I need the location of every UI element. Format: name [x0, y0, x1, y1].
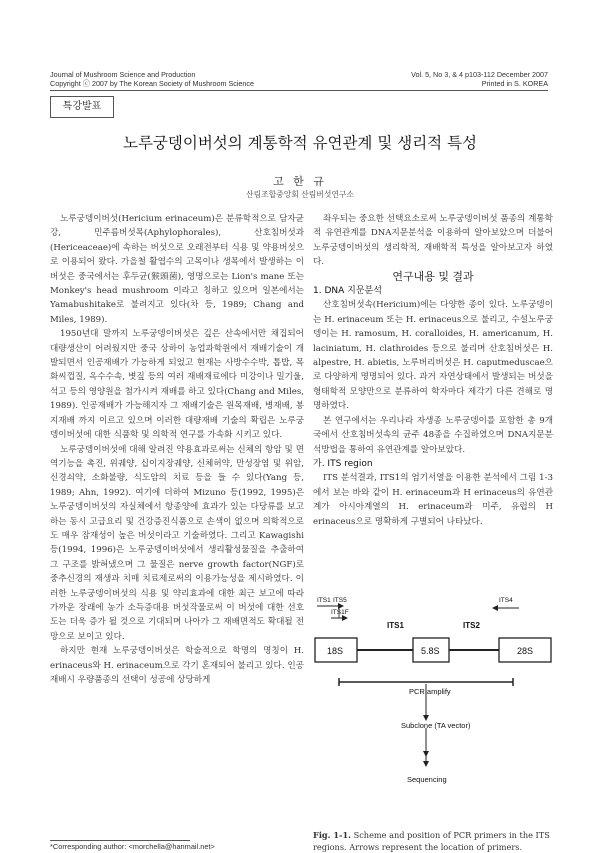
primer-label-its4: ITS4: [499, 597, 513, 604]
its-paragraph: ITS 분석결과, ITS1의 엄기서열을 이용한 분석에서 그림 1-3에서 보는 바와 같이 H. erinaceum과 H erinaceus의 유연관계가 아시아계열의 H. erinaceum과 미주, 유럽의 H erinaceus으로 명확하게 구별되어 나타났다.: [313, 473, 553, 527]
section-badge: 특강발표: [50, 96, 114, 118]
author-affiliation: 산림조합중앙회 산림버섯연구소: [246, 190, 354, 199]
intro-paragraph-2: 1950년대 말까지 노루궁뎅이버섯은 깊은 산속에서만 채집되어 대량생산이 어려웠지만 중국 상하이 농업과학원에서 재배기술이 개발되면서 인공재배가 가능하게 되었고 현재는 사방수수박, 톱밥, 목화씨껍질, 옥수수속, 볏짚 등의 여러 재배재료에다 미강이나 밀기울, 석고 등의 영양원을 첨가시켜 재배를 하고 있다(Chang and Miles, 1989). 인공재배가 가능해지자 그 재배기술은 원목재배, 병재배, 봉지재배 까지 이르고 있으며 이러한 대량재배 기술의 확립은 노루궁뎅이버섯에 대한 식품학 및 의학적 연구를 가속화 시키고 있다.: [50, 329, 304, 441]
volume-info: [411, 70, 548, 88]
subsection-dna-heading: 1. DNA 지문분석: [313, 286, 382, 297]
journal-info: [50, 70, 254, 88]
section-heading: 연구내용 및 결과: [392, 269, 474, 283]
dna-paragraph-1: 산호침버섯속(Hericium)에는 다양한 종이 있다. 노루궁뎅이는 H. erinaceum 또는 H. erinaceus으로 불리고, 수설노루궁뎅이는 H. ramosum, H. coralloides, H. americanum, H. laciniatum, H. clathroides 등으로 불리며 산호침버섯은 H. alpestre, H. abietis, 노루버리버섯은 H. caputmeduscae으로 다양하게 명명되어 있다. 과거 자연상태에서 발생되는 버섯을 형태학적 모양만으로 분류하여 학자마다 제각기 다른 견해로 명명하였다.: [313, 300, 553, 412]
flow-step-pcr: PCR amplify: [409, 687, 451, 696]
caption-text: Scheme and position of PCR primers in the ITS regions. Arrows represent the location of primers.: [313, 830, 550, 852]
journal-copyright: Copyright ⓒ 2007 by The Korean Society of Mushroom Science: [50, 79, 255, 88]
region-label-its2: ITS2: [463, 621, 480, 630]
primer-label-its1f: ITS1F: [331, 609, 349, 616]
region-28s-label: 28S: [517, 646, 534, 656]
left-column: [50, 212, 304, 687]
header-rule: [50, 90, 548, 91]
right-column: [313, 212, 553, 529]
printed-line: Printed in S. KOREA: [481, 79, 548, 88]
primer-label-its1: ITS1: [317, 597, 331, 604]
intro-continuation: 좌우되는 중요한 선택요소로써 노루궁뎅이버섯 품종의 계통학적 유연관계를 DNA지문분석을 이용하여 알아보았으며 더불어 노루궁뎅이버섯의 생리학적, 재배학적 특성을 알아보고자 하였다.: [313, 214, 553, 268]
footnote-rule: [50, 840, 190, 841]
its-primer-diagram: [313, 588, 553, 828]
region-58s-label: 5.8S: [421, 646, 440, 656]
region-18s-label: 18S: [327, 646, 344, 656]
journal-name: Journal of Mushroom Science and Production: [50, 70, 196, 79]
intro-paragraph-1: 노루궁뎅이버섯(Hericium erinaceum)은 분류학적으로 담자균강, 민주름버섯목(Aphylophorales), 산호침버섯과(Hericeaceae)에 속하는 버섯으로 오래전부터 식용 및 약용버섯으로 이용되어 왔다. 가을철 활엽수의 고목이나 생목에서 발생하는 이 버섯은 중국에서는 후두균(猴頭菌), 영명으로는 Lion's mane 또는 Monkey's head mushroom 이라고 칭하고 있으며 일본에서는 Yamabushitake로 불려지고 있다(차 등, 1989; Chang and Miles, 1989).: [50, 214, 304, 325]
volume-line: Vol. 5, No 3, & 4 p103-112 December 2007: [411, 70, 548, 79]
intro-paragraph-4: 하지만 현재 노루궁뎅이버섯은 학술적으로 학명의 명칭이 H. erinaceus와 H. erinaceum으로 각기 혼재되어 불리고 있다. 인공재배시 우량품종의 선택이 성공에 상당하게: [50, 646, 304, 685]
paper-title: 노루궁뎅이버섯의 계통학적 유연관계 및 생리적 특성: [122, 134, 478, 152]
subsection-its-heading: 가. ITS region: [313, 458, 373, 469]
caption-label: Fig. 1-1.: [313, 830, 351, 840]
author-name: 고 한 규: [273, 175, 327, 188]
corresponding-author-footnote: *Corresponding author: <morchella@hanmail.net>: [50, 842, 215, 851]
dna-paragraph-2: 본 연구에서는 우리나라 자생종 노루궁뎅이를 포함한 총 9개국에서 산호침버섯속의 균주 48종을 수집하였으며 DNA지문분석방법을 통하여 유연관계를 알아보았다.: [313, 415, 553, 455]
flow-step-sequencing: Sequencing: [407, 775, 447, 784]
figure-caption: [313, 829, 553, 853]
flow-step-subclone: Subclone (TA vector): [401, 721, 471, 730]
region-label-its1: ITS1: [387, 621, 404, 630]
intro-paragraph-3: 노루궁뎅이버섯에 대해 알려진 약용효과로써는 신체의 항암 및 면역기능을 촉진, 위궤양, 십이지장궤양, 신체허약, 만성장염 및 위암, 신경쇠약, 소화불량, 식도암의 치료 등을 들 수 있다(Yang 등, 1989; Ahn, 1992). 여기에 더하여 Mizuno 등(1992, 1995)은 노루궁뎅이버섯의 자실체에서 항종양에 효과가 있는 다당류를 보고하는 동시 고급요리 및 건강증진식품으로 손색이 없으며 의학적으로도 매우 잠재성이 높은 버섯이라고 기술하였다. 그리고 Kawagishi 등(1994, 1996)은 노루궁뎅이버섯에서 생리활성물질을 추출하여 그 구조를 밝혀냈으며 그 물질은 nerve growth factor(NGF)로 중추신경의 재생과 치매 치료제로써의 이용가능성을 제시하였다. 이러한 노루궁뎅이버섯의 식용 및 약리효과에 대한 최근 보고에 따라 가까운 장래에 농가 소득증대용 버섯작물로써 이 버섯에 대한 선호도는 더욱 증가 될 것으로 기대되며 나아가 그 재배면적도 확대될 전망으로 보이고 있다.: [50, 444, 304, 642]
primer-label-its5: ITS5: [333, 597, 347, 604]
